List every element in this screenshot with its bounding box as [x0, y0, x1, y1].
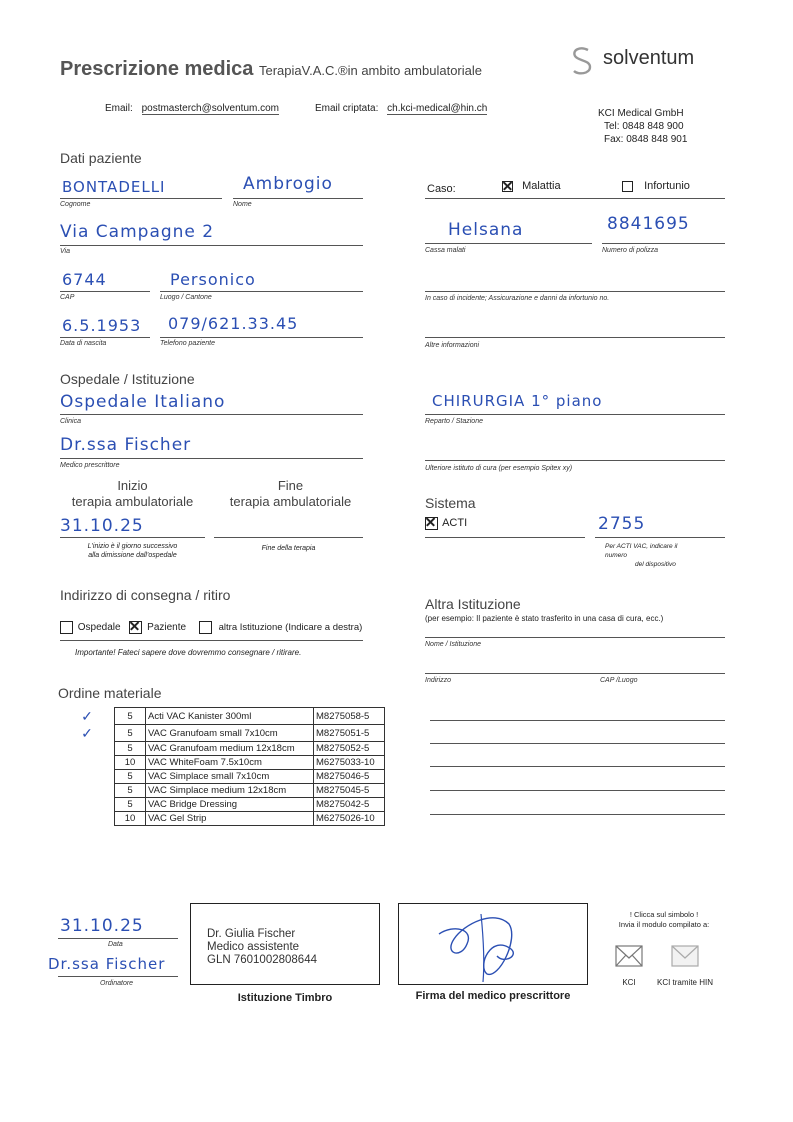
tel-label: Telefono paziente: [160, 340, 216, 347]
inizio-title-1: Inizio: [117, 478, 148, 493]
stamp-line-2: Medico assistente: [207, 941, 300, 953]
code-cell: M6275026-10: [314, 812, 385, 826]
quantity-cell[interactable]: 5: [115, 784, 146, 798]
table-row: [60, 756, 385, 770]
materials-table: [60, 707, 385, 826]
device-number-value[interactable]: 2755: [598, 514, 646, 534]
stamp-text: [207, 928, 317, 967]
incidente-label: In caso di incidente; Assicurazione e danni da infortunio no.: [425, 295, 610, 302]
inizio-note-2: alla dimissione dall'ospedale: [88, 552, 177, 559]
code-cell: M6275033-10: [314, 756, 385, 770]
altra-checkbox[interactable]: [199, 621, 212, 634]
sistema-note-1: Per ACTI VAC, indicare il: [605, 543, 678, 550]
ospedale-checkbox[interactable]: [60, 621, 73, 634]
altra-label: altra Istituzione (Indicare a destra): [218, 622, 363, 634]
email-enc-row: [315, 103, 487, 114]
fine-title-1: Fine: [277, 478, 304, 493]
subtitle: TerapiaV.A.C.®in ambito ambulatoriale: [259, 63, 482, 78]
nascita-value[interactable]: 6.5.1953: [62, 316, 142, 335]
quantity-cell[interactable]: 5: [115, 742, 146, 756]
tick-mark[interactable]: ✓: [81, 724, 93, 741]
title: Prescrizione medica: [60, 58, 254, 80]
inizio-note: [60, 542, 205, 560]
paziente-label: Paziente: [147, 622, 187, 634]
polizza-value[interactable]: 8841695: [607, 214, 690, 234]
inizio-note-1: L'inizio è il giorno successivo: [87, 543, 178, 550]
patient-section-title: Dati paziente: [60, 150, 142, 166]
caso-infortunio[interactable]: [622, 180, 690, 192]
sistema-note-3: del dispositivo: [635, 561, 676, 568]
luogo-label: Luogo / Cantone: [160, 294, 212, 301]
altre-label: Altre informazioni: [425, 342, 480, 349]
stamp-line-3: GLN 7601002808644: [207, 954, 317, 966]
reparto-value[interactable]: CHIRURGIA 1° piano: [432, 392, 603, 410]
fine-title-2: terapia ambulatoriale: [229, 494, 352, 509]
signature-label: Firma del medico prescrittore: [415, 990, 571, 1002]
inizio-title: [60, 478, 205, 510]
altra-ist-nome-label: Nome / Istituzione: [425, 641, 482, 648]
inizio-value[interactable]: 31.10.25: [60, 516, 144, 536]
company-tel: Tel: 0848 848 900: [604, 121, 684, 132]
table-row: [60, 812, 385, 826]
altra-ist-title: Altra Istituzione: [425, 596, 521, 612]
signature-box[interactable]: [398, 903, 588, 985]
description-cell: VAC Bridge Dressing: [146, 798, 314, 812]
tel-value[interactable]: 079/621.33.45: [168, 314, 299, 333]
send-kci-button[interactable]: [615, 945, 643, 987]
clinica-value[interactable]: Ospedale Italiano: [60, 392, 226, 412]
company-block: [598, 107, 687, 146]
nome-label: Nome: [233, 201, 252, 208]
code-cell: M8275042-5: [314, 798, 385, 812]
acti-checkbox[interactable]: [425, 517, 438, 530]
signature-scribble-icon: [399, 904, 587, 984]
delivery-note: Importante! Fateci sapere dove dovremmo consegnare / ritirare.: [75, 648, 302, 657]
sistema-title: Sistema: [425, 495, 476, 511]
altra-ist-cap-label: CAP /Luogo: [600, 677, 638, 684]
tick-mark[interactable]: [60, 798, 115, 812]
clinica-label: Clinica: [60, 418, 82, 425]
fine-title: [218, 478, 363, 510]
description-cell: VAC WhiteFoam 7.5x10cm: [146, 756, 314, 770]
tick-mark[interactable]: ✓: [81, 707, 93, 724]
altra-ist-note: (per esempio: Il paziente è stato trasferito in una casa di cura, ecc.): [425, 614, 664, 623]
stamp-label: Istituzione Timbro: [237, 992, 333, 1004]
acti-label: ACTI: [442, 517, 468, 530]
tick-mark[interactable]: [60, 812, 115, 826]
caso-malattia[interactable]: [502, 180, 561, 192]
hospital-section-title: Ospedale / Istituzione: [60, 371, 195, 387]
quantity-cell[interactable]: 5: [115, 725, 146, 742]
brand-name: solventum: [603, 47, 695, 69]
code-cell: M8275058-5: [314, 708, 385, 725]
ordinatore-label: Ordinatore: [100, 980, 134, 987]
table-row: [60, 784, 385, 798]
ospedale-label: Ospedale: [77, 622, 121, 634]
sistema-note: [605, 542, 677, 569]
company-name: KCI Medical GmbH: [598, 108, 684, 119]
nome-value[interactable]: Ambrogio: [243, 174, 333, 194]
code-cell: M8275045-5: [314, 784, 385, 798]
code-cell: M8275052-5: [314, 742, 385, 756]
footer-date-value[interactable]: 31.10.25: [60, 916, 144, 936]
description-cell: VAC Gel Strip: [146, 812, 314, 826]
sistema-note-2: numero: [605, 552, 628, 559]
table-row: [60, 742, 385, 756]
send-kci-hin-button[interactable]: [655, 945, 715, 987]
materials-title: Ordine materiale: [58, 685, 162, 701]
cap-label: CAP: [60, 294, 75, 301]
polizza-label: Numero di polizza: [602, 247, 659, 254]
luogo-value[interactable]: Personico: [170, 270, 256, 289]
medico-label: Medico prescrittore: [60, 462, 120, 469]
via-label: Via: [60, 248, 70, 255]
tick-mark[interactable]: [60, 770, 115, 784]
ulteriore-label: Ulteriore istituto di cura (per esempio Spitex xy): [425, 465, 573, 472]
kci-hin-label: KCI tramite HIN: [656, 978, 713, 987]
email-label: Email:: [105, 103, 133, 114]
caso-label: Caso:: [427, 183, 456, 195]
paziente-checkbox[interactable]: [129, 621, 142, 634]
stamp-box[interactable]: [190, 903, 380, 985]
quantity-cell[interactable]: 5: [115, 798, 146, 812]
description-cell: Acti VAC Kanister 300ml: [146, 708, 314, 725]
ordinatore-value[interactable]: Dr.ssa Fischer: [48, 955, 166, 973]
description-cell: VAC Granufoam small 7x10cm: [146, 725, 314, 742]
infortunio-checkbox[interactable]: [622, 181, 633, 192]
delivery-options: [60, 621, 362, 634]
description-cell: VAC Simplace small 7x10cm: [146, 770, 314, 784]
nascita-label: Data di nascita: [60, 340, 107, 347]
code-cell: M8275051-5: [314, 725, 385, 742]
malattia-checkbox[interactable]: [502, 181, 513, 192]
send-note: [605, 910, 723, 930]
reparto-label: Reparto / Stazione: [425, 418, 483, 425]
fine-label: Fine della terapia: [261, 545, 316, 552]
description-cell: VAC Simplace medium 12x18cm: [146, 784, 314, 798]
cognome-value[interactable]: BONTADELLI: [62, 178, 166, 196]
kci-label: KCI: [622, 978, 636, 987]
quantity-cell[interactable]: 10: [115, 756, 146, 770]
quantity-cell[interactable]: 5: [115, 708, 146, 725]
cognome-label: Cognome: [60, 201, 91, 208]
medico-value[interactable]: Dr.ssa Fischer: [60, 435, 192, 455]
solventum-logo-icon: [566, 44, 600, 78]
infortunio-label: Infortunio: [644, 180, 690, 192]
quantity-cell[interactable]: 5: [115, 770, 146, 784]
delivery-title: Indirizzo di consegna / ritiro: [60, 587, 231, 603]
table-row: [60, 708, 385, 725]
cassa-value[interactable]: Helsana: [448, 220, 524, 240]
email-row: [105, 103, 279, 114]
email-enc-value[interactable]: ch.kci-medical@hin.ch: [387, 103, 488, 114]
altra-ist-indirizzo-label: Indirizzo: [425, 677, 452, 684]
page-title: [60, 58, 482, 81]
secure-mail-icon: [671, 945, 699, 967]
click-note-2: Invia il modulo compilato a:: [618, 920, 710, 929]
tick-mark[interactable]: [60, 742, 115, 756]
tick-mark[interactable]: [60, 784, 115, 798]
brand-logo: [566, 44, 600, 83]
email-value[interactable]: postmasterch@solventum.com: [141, 103, 279, 114]
inizio-title-2: terapia ambulatoriale: [71, 494, 194, 509]
via-value[interactable]: Via Campagne 2: [60, 222, 215, 242]
cassa-label: Cassa malati: [425, 247, 466, 254]
table-row: [60, 770, 385, 784]
company-fax: Fax: 0848 848 901: [604, 134, 688, 145]
cap-value[interactable]: 6744: [62, 270, 107, 289]
quantity-cell[interactable]: 10: [115, 812, 146, 826]
click-note-1: ! Clicca sul simbolo !: [629, 910, 699, 919]
table-row: [60, 725, 385, 742]
description-cell: VAC Granufoam medium 12x18cm: [146, 742, 314, 756]
stamp-line-1: Dr. Giulia Fischer: [207, 928, 296, 940]
acti-option[interactable]: [425, 517, 467, 530]
malattia-label: Malattia: [522, 180, 561, 192]
table-row: [60, 798, 385, 812]
mail-icon: [615, 945, 643, 967]
email-enc-label: Email criptata:: [315, 103, 379, 114]
tick-mark[interactable]: [60, 756, 115, 770]
footer-date-label: Data: [108, 941, 123, 948]
code-cell: M8275046-5: [314, 770, 385, 784]
